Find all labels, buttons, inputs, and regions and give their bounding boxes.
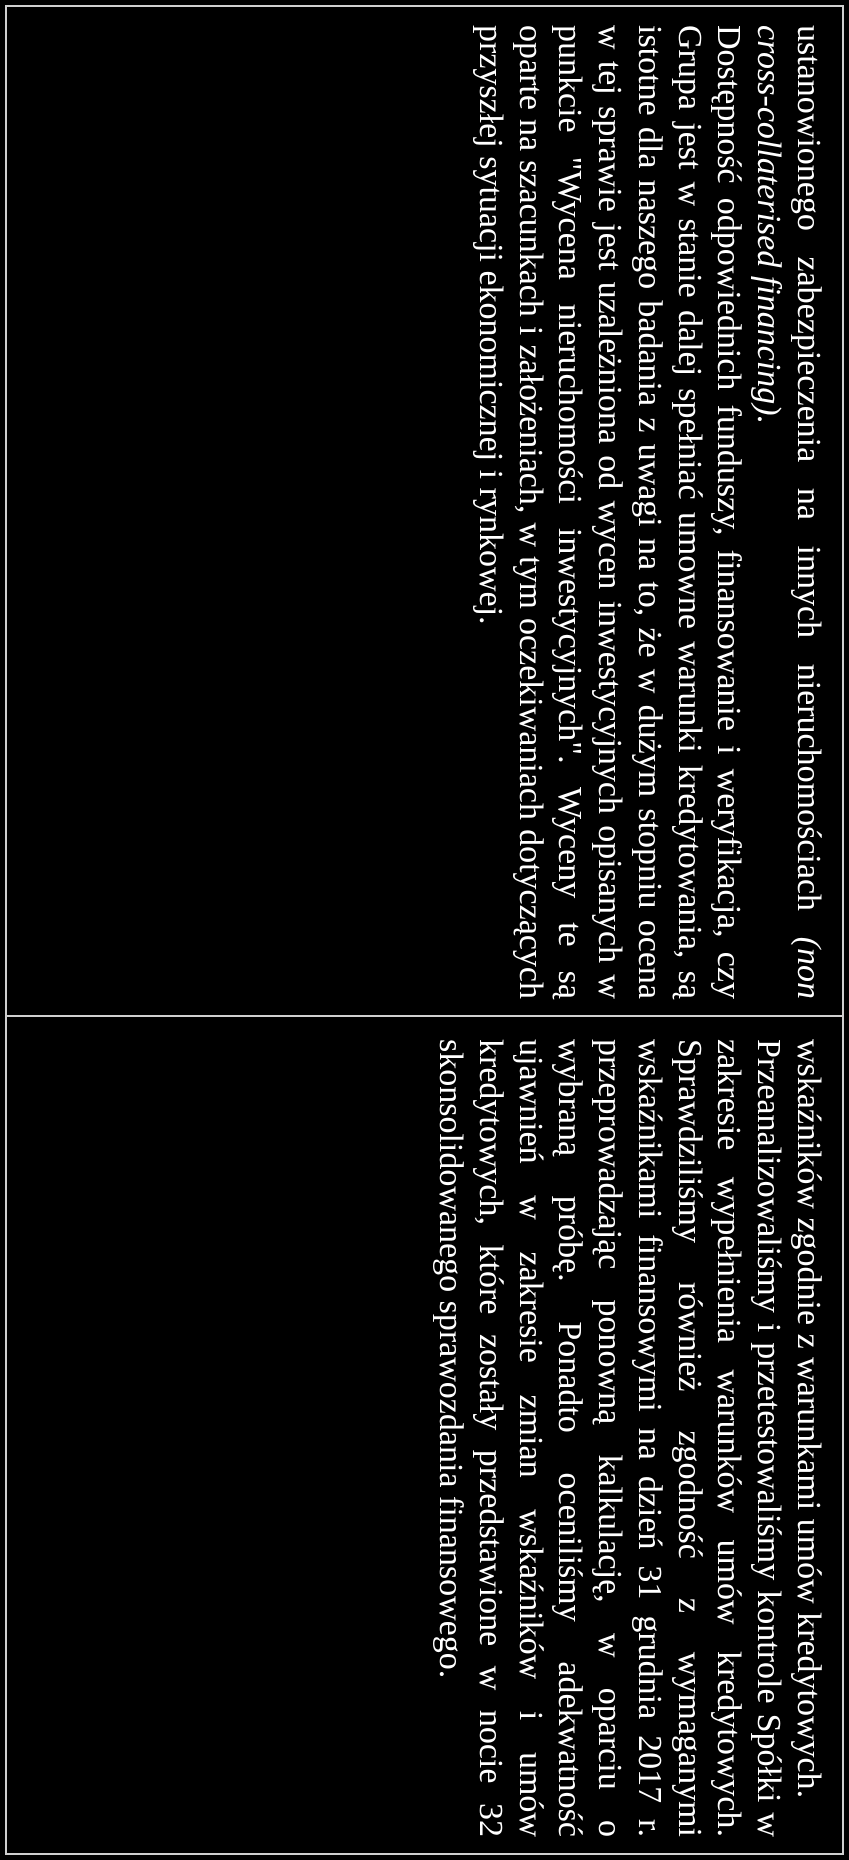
left-paragraph-1-text: ustanowionego zabezpieczenia na innych nieruchomościach <box>790 25 827 937</box>
right-paragraph-1: wskaźników zgodnie z warunkami umów kredytowych. <box>790 1039 827 1799</box>
left-paragraph-2: Dostępność odpowiednich funduszy, finansowanie i weryfikacja, czy Grupa jest w stanie dalej spełniać umowne warunki kredytowania, są istotne dla naszego badania z uwagi na to, że w dużym stopniu ocena w tej sprawie jest uzależniona od wycen inwestycyjnych opisanych w punkcie "Wycena nieruchomości inwestycyjnych". Wyceny te są oparte na szacunkach i założeniach, w tym oczekiwaniach dotyczących przyszłej sytuacji ekonomicznej i rynkowej. <box>471 25 748 999</box>
right-paragraph-2: Przeanalizowaliśmy i przetestowaliśmy kontrole Spółki w zakresie wypełnienia warunków umów kredytowych. Sprawdziliśmy również zgodność z wymaganymi wskaźnikami finansowymi na dzień 31 grudnia 2017 r. przeprowadzając ponowną kalkulację, w oparciu o wybraną próbę. Ponadto oceniliśmy adekwatność ujawnień w zakresie zmian wskaźników i umów kredytowych, które zostały przedstawione w nocie 32 skonsolidowanego sprawozdania finansowego. <box>432 1039 788 1837</box>
content-table <box>5 5 844 1855</box>
left-paragraph-1 <box>748 25 828 999</box>
right-column <box>7 1017 842 1853</box>
left-paragraph-1-italic: (non cross-collaterised financing). <box>750 25 827 999</box>
left-column <box>7 7 842 1017</box>
